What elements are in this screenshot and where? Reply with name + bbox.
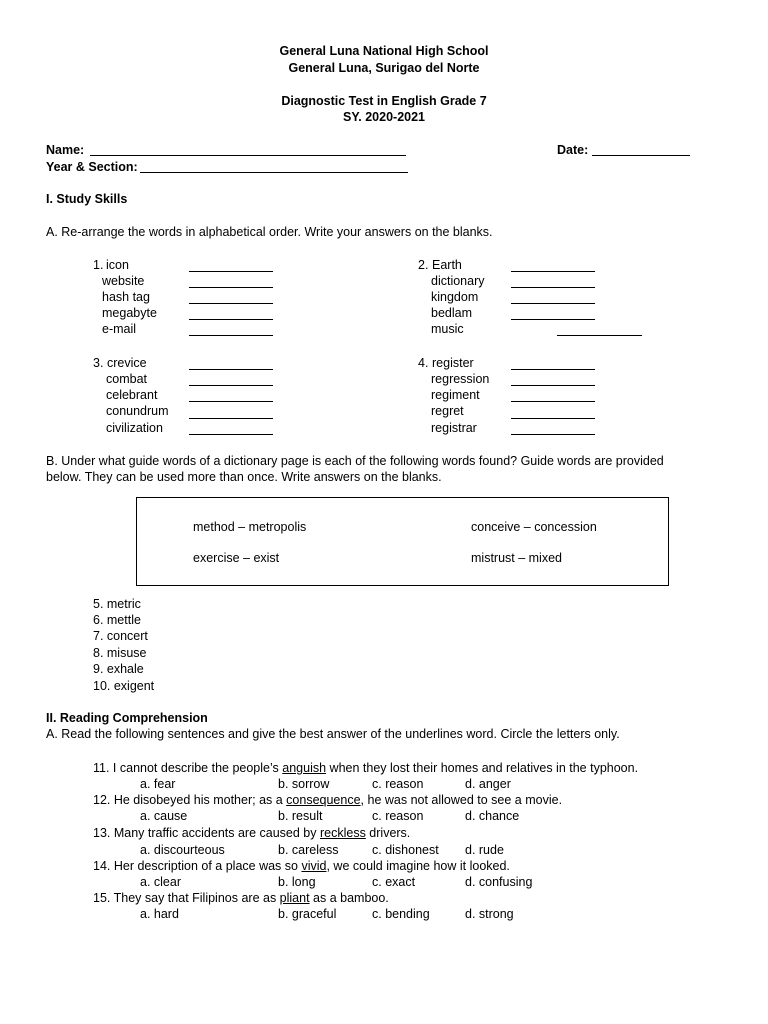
choice[interactable]: d. rude [465, 843, 504, 857]
word-item: regret [431, 404, 464, 418]
underlined-word: consequence [286, 793, 361, 807]
choice[interactable]: a. discourteous [140, 843, 225, 857]
choice[interactable]: c. dishonest [372, 843, 439, 857]
choice[interactable]: d. anger [465, 777, 511, 791]
choice[interactable]: a. fear [140, 777, 176, 791]
answer-blank[interactable] [511, 369, 595, 370]
choice[interactable]: b. careless [278, 843, 339, 857]
part1-b-instruction-line1: B. Under what guide words of a dictionary page is each of the following words found? Guide words are provided [46, 454, 664, 468]
guide-word: mistrust – mixed [471, 551, 562, 565]
choice[interactable]: a. clear [140, 875, 181, 889]
choice[interactable]: c. reason [372, 809, 424, 823]
choice[interactable]: d. confusing [465, 875, 533, 889]
word-item: Earth [432, 258, 462, 272]
answer-blank[interactable] [511, 418, 595, 419]
question-13: 13. Many traffic accidents are caused by reckless drivers. [93, 826, 411, 840]
word-item: kingdom [431, 290, 479, 304]
underlined-word: vivid [301, 859, 327, 873]
word-item: celebrant [106, 388, 158, 402]
answer-blank[interactable] [189, 271, 273, 272]
word-item: e-mail [102, 322, 137, 336]
group-1-number: 1. [93, 258, 104, 272]
guide-word: conceive – concession [471, 520, 597, 534]
answer-blank[interactable] [511, 271, 595, 272]
answer-blank[interactable] [189, 319, 273, 320]
word-item: register [432, 356, 474, 370]
choice[interactable]: d. strong [465, 907, 514, 921]
answer-blank[interactable] [189, 335, 273, 336]
word-item: bedlam [431, 306, 472, 320]
question-15: 15. They say that Filipinos are as pliant as a bamboo. [93, 891, 389, 905]
part2-title: II. Reading Comprehension [46, 711, 208, 725]
choice[interactable]: c. bending [372, 907, 430, 921]
underlined-word: reckless [319, 826, 366, 840]
part1-title: I. Study Skills [46, 192, 128, 206]
question-12: 12. He disobeyed his mother; as a consequence, he was not allowed to see a movie. [93, 793, 563, 807]
word-item: registrar [431, 421, 477, 435]
choice[interactable]: b. result [278, 809, 323, 823]
answer-blank[interactable] [511, 319, 595, 320]
guide-word: method – metropolis [193, 520, 307, 534]
word-item: icon [106, 258, 129, 272]
choice[interactable]: b. graceful [278, 907, 337, 921]
name-label: Name: [46, 143, 85, 157]
answer-blank[interactable] [511, 401, 595, 402]
group-2-number: 2. [418, 258, 429, 272]
word-item: website [102, 274, 145, 288]
part1-b-instruction-line2: below. They can be used more than once. Write answers on the blanks. [46, 470, 442, 484]
word-item: civilization [106, 421, 163, 435]
underlined-word: anguish [282, 761, 327, 775]
word-item: combat [106, 372, 147, 386]
word-item: megabyte [102, 306, 157, 320]
school-year: SY. 2020-2021 [342, 110, 425, 124]
question-11: 11. I cannot describe the people’s anguish when they lost their homes and relatives in the typhoon. [93, 761, 639, 775]
answer-blank[interactable] [189, 418, 273, 419]
word-item: crevice [107, 356, 147, 370]
school-location: General Luna, Surigao del Norte [288, 61, 480, 75]
word-item: regiment [431, 388, 480, 402]
answer-blank[interactable] [511, 303, 595, 304]
choice[interactable]: b. long [278, 875, 316, 889]
guide-item: 5. metric [93, 597, 141, 611]
answer-blank[interactable] [189, 303, 273, 304]
date-label: Date: [557, 143, 589, 157]
answer-blank[interactable] [189, 287, 273, 288]
choice[interactable]: b. sorrow [278, 777, 330, 791]
answer-blank[interactable] [557, 335, 642, 336]
word-item: music [431, 322, 464, 336]
group-4-number: 4. [418, 356, 429, 370]
word-item: dictionary [431, 274, 485, 288]
answer-blank[interactable] [511, 434, 595, 435]
date-blank[interactable] [592, 155, 690, 156]
answer-blank[interactable] [189, 434, 273, 435]
choice[interactable]: a. cause [140, 809, 188, 823]
part1-a-instruction: A. Re-arrange the words in alphabetical order. Write your answers on the blanks. [46, 225, 493, 239]
choice[interactable]: c. reason [372, 777, 424, 791]
section-label: Year & Section: [46, 160, 138, 174]
question-14: 14. Her description of a place was so vivid, we could imagine how it looked. [93, 859, 510, 873]
school-name: General Luna National High School [279, 44, 489, 58]
guide-item: 10. exigent [93, 679, 155, 693]
underlined-word: pliant [279, 891, 310, 905]
name-blank[interactable] [90, 155, 406, 156]
word-item: regression [431, 372, 490, 386]
choice[interactable]: c. exact [372, 875, 416, 889]
guide-item: 7. concert [93, 629, 148, 643]
guide-item: 9. exhale [93, 662, 144, 676]
choice[interactable]: a. hard [140, 907, 179, 921]
answer-blank[interactable] [189, 401, 273, 402]
guide-words-box [136, 497, 669, 586]
section-blank[interactable] [140, 172, 408, 173]
guide-item: 8. misuse [93, 646, 147, 660]
answer-blank[interactable] [511, 385, 595, 386]
group-3-number: 3. [93, 356, 104, 370]
part2-instruction: A. Read the following sentences and give the best answer of the underlines word. Circle the letters only. [46, 727, 620, 741]
test-title: Diagnostic Test in English Grade 7 [281, 94, 487, 108]
guide-item: 6. mettle [93, 613, 141, 627]
guide-word: exercise – exist [193, 551, 280, 565]
word-item: hash tag [102, 290, 150, 304]
word-item: conundrum [106, 404, 169, 418]
answer-blank[interactable] [189, 369, 273, 370]
choice[interactable]: d. chance [465, 809, 520, 823]
answer-blank[interactable] [189, 385, 273, 386]
answer-blank[interactable] [511, 287, 595, 288]
